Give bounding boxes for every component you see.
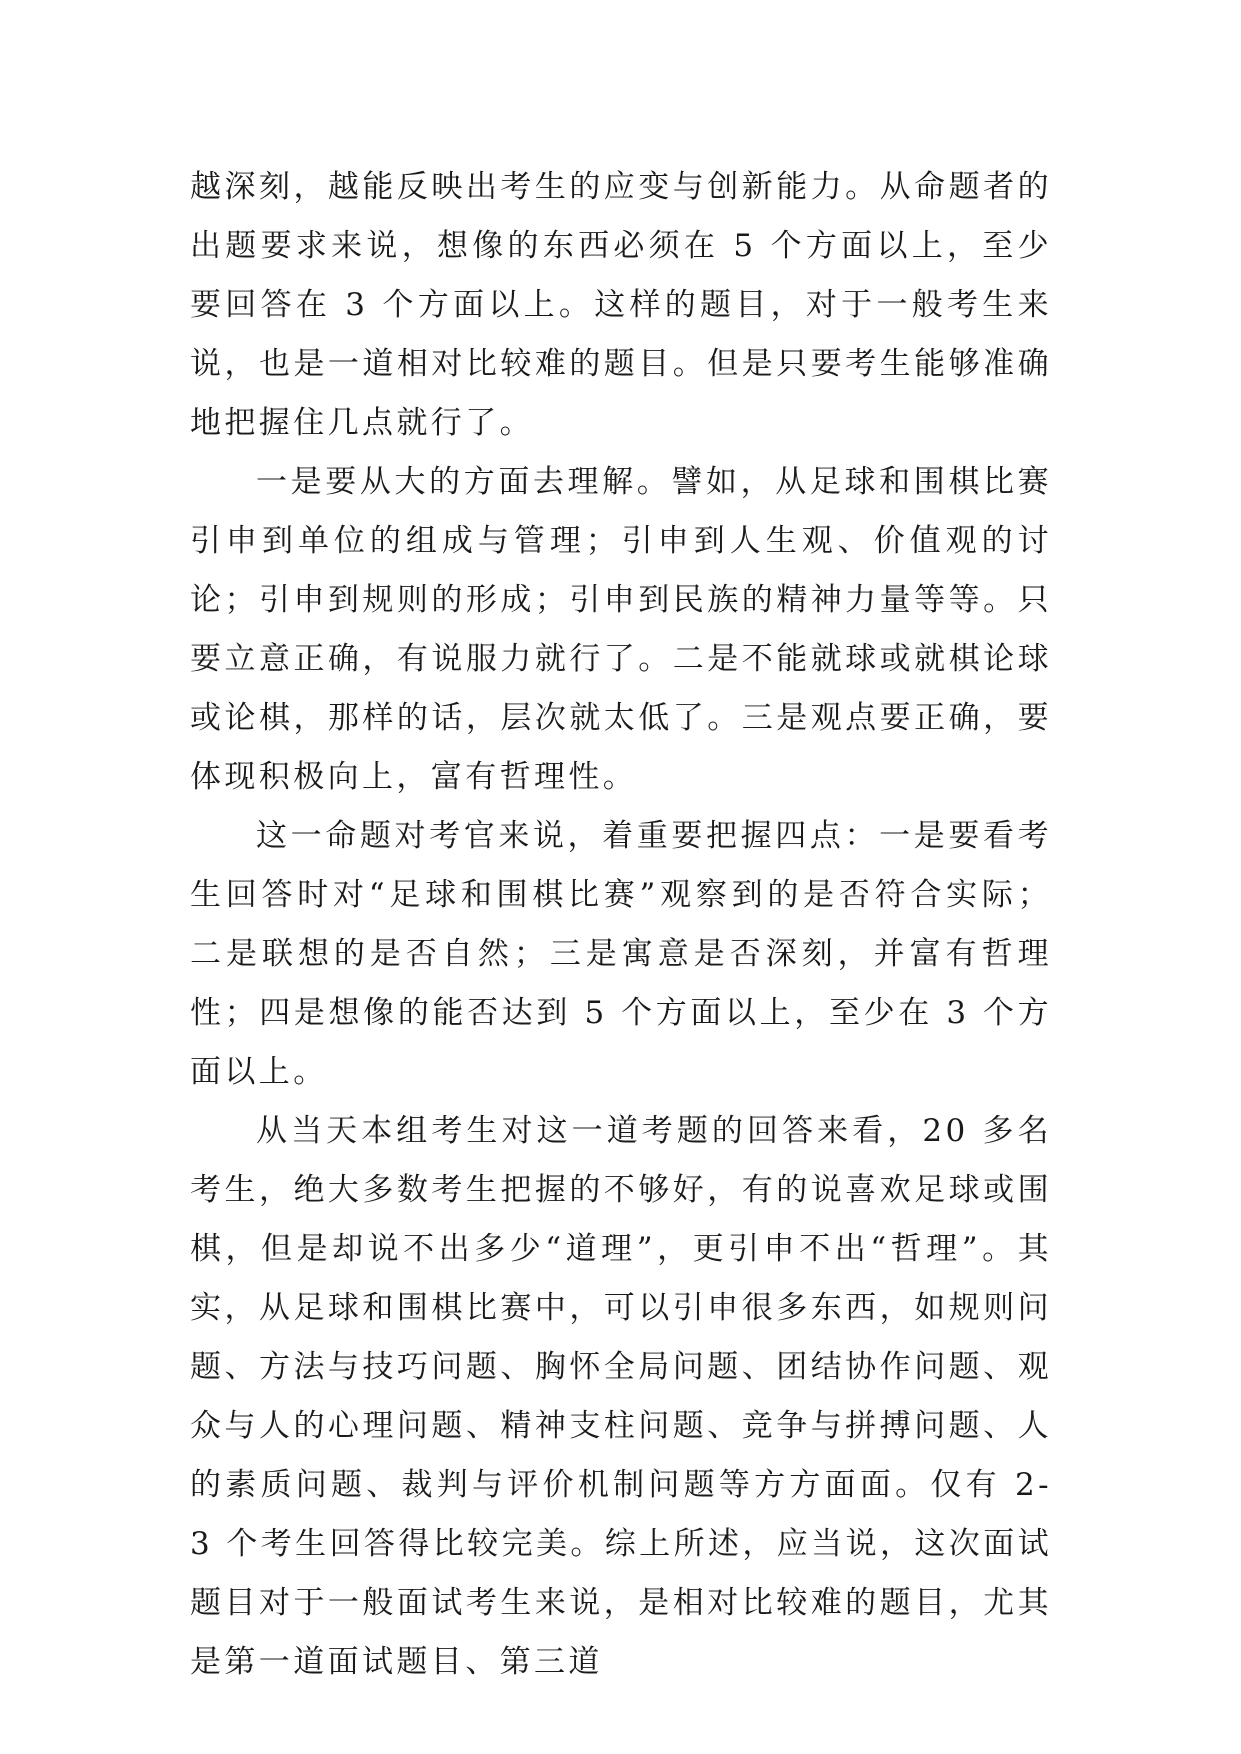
paragraph-continuation: 越深刻，越能反映出考生的应变与创新能力。从命题者的出题要求来说，想像的东西必须在 5 个方面以上，至少要回答在 3 个方面以上。这样的题目，对于一般考生来说，也是一道相对比较难的题目。但是只要考生能够准确地把握住几点就行了。	[190, 169, 1052, 441]
paragraph-interpretation-points: 一是要从大的方面去理解。譬如，从足球和围棋比赛引申到单位的组成与管理；引申到人生观、价值观的讨论；引申到规则的形成；引申到民族的精神力量等等。只要立意正确，有说服力就行了。二是不能就球或就棋论球或论棋，那样的话，层次就太低了。三是观点要正确，要体现积极向上，富有哲理性。	[190, 464, 1052, 795]
document-page	[190, 158, 1052, 1692]
paragraph-candidate-performance: 从当天本组考生对这一道考题的回答来看，20 多名考生，绝大多数考生把握的不够好，有的说喜欢足球或围棋，但是却说不出多少“道理”，更引申不出“哲理”。其实，从足球和围棋比赛中，可以引申很多东西，如规则问题、方法与技巧问题、胸怀全局问题、团结协作问题、观众与人的心理问题、精神支柱问题、竞争与拼搏问题、人的素质问题、裁判与评价机制问题等方方面面。仅有 2-3 个考生回答得比较完美。综上所述，应当说，这次面试题目对于一般面试考生来说，是相对比较难的题目，尤其是第一道面试题目、第三道	[190, 1113, 1052, 1680]
paragraph-examiner-focus: 这一命题对考官来说，着重要把握四点：一是要看考生回答时对“足球和围棋比赛”观察到的是否符合实际；二是联想的是否自然；三是寓意是否深刻，并富有哲理性；四是想像的能否达到 5 个方面以上，至少在 3 个方面以上。	[190, 818, 1052, 1090]
